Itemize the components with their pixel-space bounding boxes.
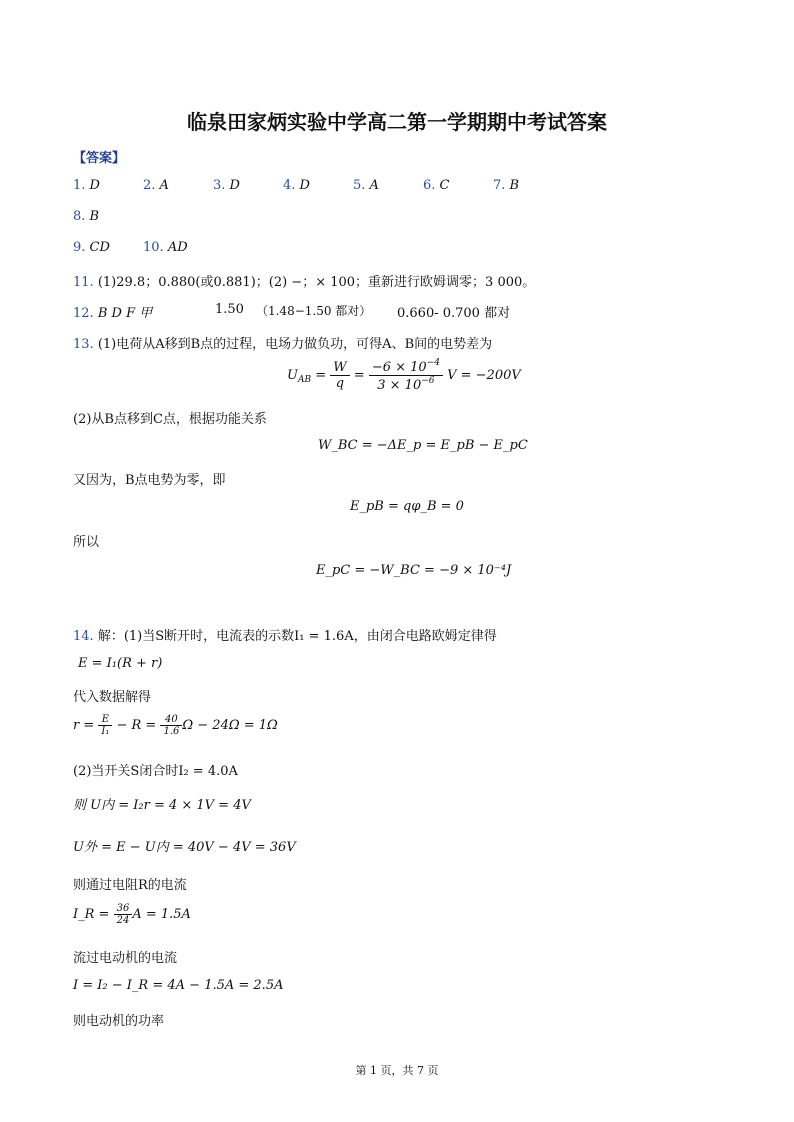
q13-line-4: 所以 bbox=[73, 535, 100, 550]
q14-line-3: (2)当开关S闭合时I₂ = 4.0A bbox=[73, 764, 238, 779]
question-13: 13. (1)电荷从A移到B点的过程，电场力做负功，可得A、B间的电势差为 bbox=[73, 337, 493, 352]
equation-uab: $U_{AB}$ = $\frac{W}{q}$ = $\frac{-6 \times 10^{-4}}{3 \times 10^{-6}}$ V = −200V bbox=[287, 358, 521, 393]
mc-item: 1. D bbox=[73, 178, 100, 193]
mc-item: 4. D bbox=[283, 178, 310, 193]
mc-item: 6. C bbox=[423, 178, 450, 193]
q12-range-2: 0.660- 0.700 都对 bbox=[397, 306, 511, 321]
equation-e: E = I₁(R + r) bbox=[78, 656, 163, 671]
question-11: 11. (1)29.8；0.880(或0.881)；(2) −；× 100；重新进行欧姆调零；3 000。 bbox=[73, 275, 536, 290]
equation-epb: E_pB = qφ_B = 0 bbox=[350, 499, 464, 514]
question-14: 14. 解：(1)当S断开时，电流表的示数I₁ = 1.6A，由闭合电路欧姆定律得 bbox=[73, 629, 497, 644]
q13-line-2: (2)从B点移到C点，根据功能关系 bbox=[73, 412, 267, 427]
mc-item: 7. B bbox=[493, 178, 520, 193]
q14-line-5: 流过电动机的电流 bbox=[73, 951, 178, 966]
mc-item: 5. A bbox=[353, 178, 379, 193]
q14-line-6: 则电动机的功率 bbox=[73, 1014, 165, 1029]
mc-item: 2. A bbox=[143, 178, 169, 193]
mc-item: 8. B bbox=[73, 209, 100, 224]
q14-line-4: 则通过电阻R的电流 bbox=[73, 878, 187, 893]
page-footer: 第 1 页，共 7 页 bbox=[355, 1064, 439, 1077]
mc-item: 10. AD bbox=[143, 240, 188, 255]
q12-range: （1.48−1.50 都对） bbox=[256, 304, 372, 318]
question-12: 12. B D F 甲 bbox=[73, 306, 153, 321]
page-title: 临泉田家炳实验中学高二第一学期期中考试答案 bbox=[187, 110, 607, 134]
mc-item: 9. CD bbox=[73, 240, 110, 255]
equation-i: I = I₂ − I_R = 4A − 1.5A = 2.5A bbox=[73, 978, 284, 993]
equation-ir: I_R = $\frac{36}{24}$ A = 1.5A bbox=[73, 903, 191, 926]
q12-value: 1.50 bbox=[215, 302, 244, 317]
equation-wbc: W_BC = −ΔE_p = E_pB − E_pC bbox=[318, 438, 528, 453]
q14-line-2: 代入数据解得 bbox=[73, 690, 152, 705]
equation-u-outer: U外 = E − U内 = 40V − 4V = 36V bbox=[73, 840, 296, 855]
answer-tag: 【答案】 bbox=[73, 151, 126, 166]
equation-u-inner: 则 U内 = I₂r = 4 × 1V = 4V bbox=[73, 798, 251, 813]
equation-r: r = $\frac{E}{\text{I₁}}$ − R = $\frac{40}{1.6}$ Ω − 24Ω = 1Ω bbox=[73, 714, 278, 737]
mc-item: 3. D bbox=[213, 178, 240, 193]
q13-line-3: 又因为，B点电势为零，即 bbox=[73, 473, 226, 488]
equation-epc: E_pC = −W_BC = −9 × 10⁻⁴J bbox=[316, 563, 512, 578]
